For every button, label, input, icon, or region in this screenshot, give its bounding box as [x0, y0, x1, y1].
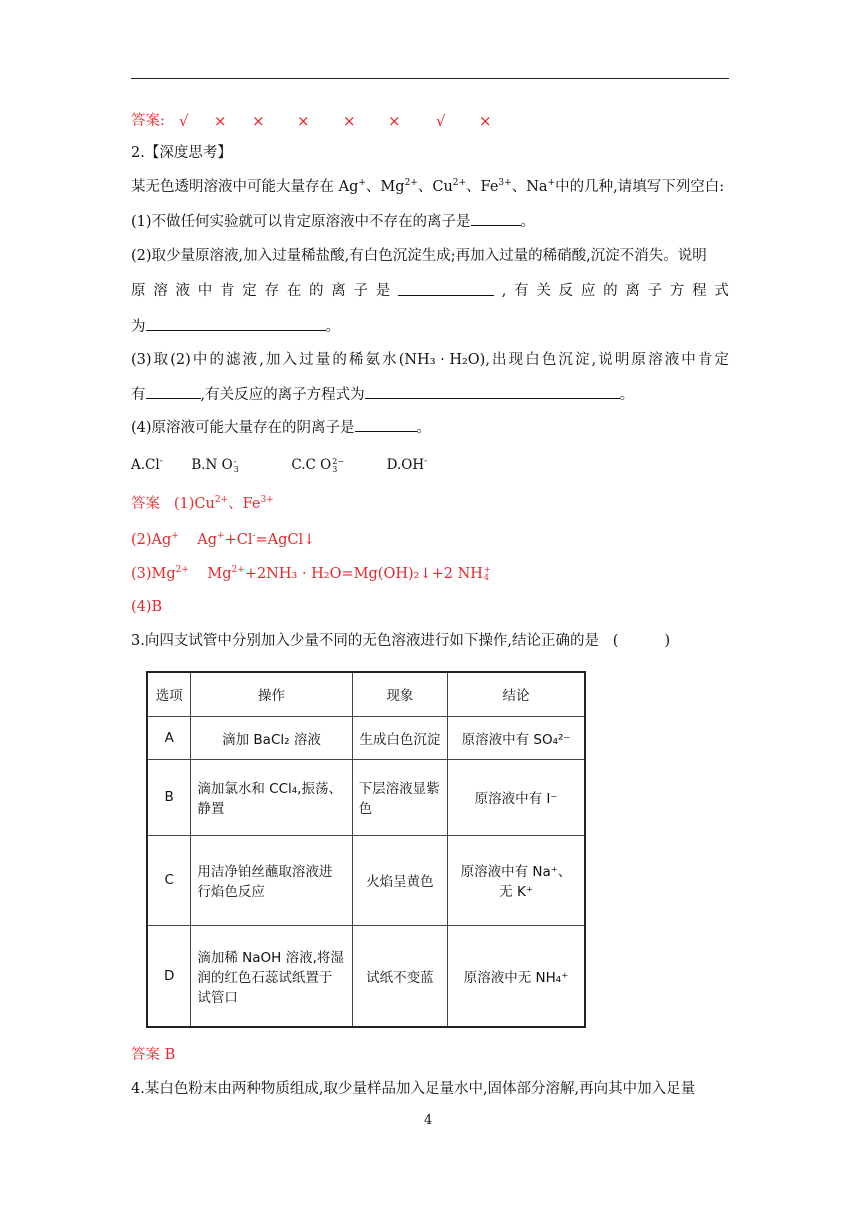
q2-part4: (4)原溶液可能大量存在的阴离子是 。: [131, 417, 431, 438]
answer-blank: [146, 316, 326, 331]
q2-answer-1: 答案 $(1)Cu^{2+}$、$Fe^{3+}$: [131, 495, 274, 512]
table-header: 结论: [448, 672, 585, 716]
page-number: 4: [424, 1113, 433, 1128]
word: 离: [331, 283, 346, 299]
word: 的: [209, 352, 224, 368]
word: 离: [625, 283, 640, 299]
word: 溶: [648, 352, 663, 368]
word: (3): [131, 352, 152, 368]
word: ,: [591, 352, 597, 368]
answer-blank: [355, 417, 417, 432]
word: 的: [603, 283, 618, 299]
answer-mark: √: [179, 112, 189, 130]
word: 关: [536, 283, 551, 299]
word: 过: [299, 352, 314, 368]
table-row: B 滴加氯水和 CCl₄,振荡、静置 下层溶液显紫色 原溶液中有 I⁻: [147, 759, 585, 835]
word: 明: [614, 352, 630, 368]
word: 现: [508, 352, 524, 368]
word: 有: [514, 283, 529, 299]
word: 氨: [365, 352, 381, 368]
table-row: C 用洁净铂丝蘸取溶液进行焰色反应 火焰呈黄色 原溶液中有 Na⁺、无 K⁺: [147, 835, 585, 925]
word: 取: [153, 352, 169, 368]
word: 液: [242, 352, 258, 368]
table-row: A 滴加 BaCl₂ 溶液 生成白色沉淀 原溶液中有 SO₄²⁻: [147, 716, 585, 759]
answer-label: 答案:: [131, 113, 165, 129]
answer-blank: [398, 281, 494, 296]
word: 肯: [697, 352, 713, 368]
header-rule: [131, 78, 729, 79]
word: 中: [681, 352, 696, 368]
table-header: 操作: [191, 672, 352, 716]
answer-mark: ×: [479, 112, 492, 130]
table-header: 选项: [147, 672, 191, 716]
q2-part3-line2: 有 ,有关反应的离子方程式为 。: [131, 384, 634, 405]
word: 说: [598, 352, 613, 368]
word: 的: [332, 352, 347, 368]
q2-part2-line3: 为 。: [131, 316, 340, 337]
q2-answer-2: (2)Ag+ Ag++Cl-=AgCl↓: [131, 531, 316, 548]
word: 是: [375, 283, 391, 299]
q2-part2-line1: (2)取少量原溶液,加入过量稀盐酸,有白色沉淀生成;再加入过量的稀硝酸,沉淀不消失。说明: [131, 248, 707, 264]
q2-intro: 某无色透明溶液中可能大量存在 Ag+、$Mg^{2+}$、$Cu^{2+}$、$Fe^{3+}$、Na+中的几种,请填写下列空白:: [131, 178, 725, 195]
answer-blank: [146, 384, 201, 399]
q2-part1: (1)不做任何实验就可以肯定原溶液中不存在的离子是 。: [131, 211, 535, 232]
word: 程: [692, 283, 707, 299]
word: 在: [286, 283, 302, 299]
q3-stem: 3.向四支试管中分别加入少量不同的无色溶液进行如下操作,结论正确的是 ( ): [131, 633, 671, 649]
word: 反: [558, 283, 574, 299]
answer-mark: ×: [343, 112, 356, 130]
answer-mark: ×: [214, 112, 227, 130]
word: 色: [541, 352, 557, 368]
word: 出: [492, 352, 507, 368]
q2-title: 2.【深度思考】: [131, 145, 232, 161]
q3-table: [146, 671, 586, 1028]
q2-answer-4: (4)B: [131, 599, 163, 615]
word: ,: [501, 283, 507, 299]
answer-paren: ( ): [612, 633, 671, 649]
word: 溶: [153, 283, 168, 299]
word: 子: [353, 283, 368, 299]
table-row: D 滴加稀 NaOH 溶液,将湿润的红色石蕊试纸置于试管口 试纸不变蓝 原溶液中无 NH₄⁺: [147, 925, 585, 1027]
word: 中: [192, 352, 208, 368]
word: 淀: [575, 352, 590, 368]
table-header: 现象: [352, 672, 448, 716]
answer-mark: √: [436, 112, 446, 130]
q4-stem: 4.某白色粉末由两种物质组成,取少量样品加入足量水中,固体部分溶解,再向其中加入足量: [131, 1081, 696, 1097]
word: 定: [714, 352, 729, 368]
word: 原: [131, 283, 146, 299]
word: 液: [664, 352, 680, 368]
answer-mark: ×: [388, 112, 401, 130]
word: 液: [175, 283, 190, 299]
q2-answer-3: $(3)Mg^{2+}$ $Mg^{2+}+2NH_3$ · H₂O=Mg(OH)₂↓+2 NH + 4: [131, 565, 491, 582]
word: 子: [647, 283, 663, 299]
word: 肯: [220, 283, 235, 299]
word: ,: [259, 352, 264, 368]
word: 水: [382, 352, 397, 368]
word: 式: [714, 283, 729, 299]
word: 入: [282, 352, 298, 368]
word: (NH₃ · H₂O),: [398, 352, 490, 368]
q2-options: [131, 455, 427, 475]
option-a: A.Cl-: [131, 456, 163, 473]
option-d: D.OH-: [386, 456, 428, 473]
q2-part3-line1: [131, 350, 729, 370]
word: 定: [242, 283, 257, 299]
option-c: C.C O 2− 3: [291, 456, 345, 474]
word: 沉: [558, 352, 573, 368]
answer-blank: [365, 384, 620, 399]
word: 加: [265, 352, 281, 368]
answer-blank: [471, 211, 521, 226]
word: 的: [309, 283, 324, 299]
word: 滤: [226, 352, 241, 368]
word: 中: [197, 283, 213, 299]
word: 白: [525, 352, 540, 368]
q2-part2-line2: [131, 281, 729, 301]
q3-answer: 答案 B: [131, 1047, 176, 1063]
word: 应: [580, 283, 596, 299]
word: (2): [170, 352, 191, 368]
answer-mark: ×: [297, 112, 310, 130]
option-b: B.N O - 3: [191, 456, 239, 474]
word: 存: [264, 283, 279, 299]
word: 稀: [348, 352, 364, 368]
word: 方: [669, 283, 685, 299]
word: 量: [315, 352, 331, 368]
word: 原: [631, 352, 646, 368]
answer-mark: ×: [252, 112, 265, 130]
